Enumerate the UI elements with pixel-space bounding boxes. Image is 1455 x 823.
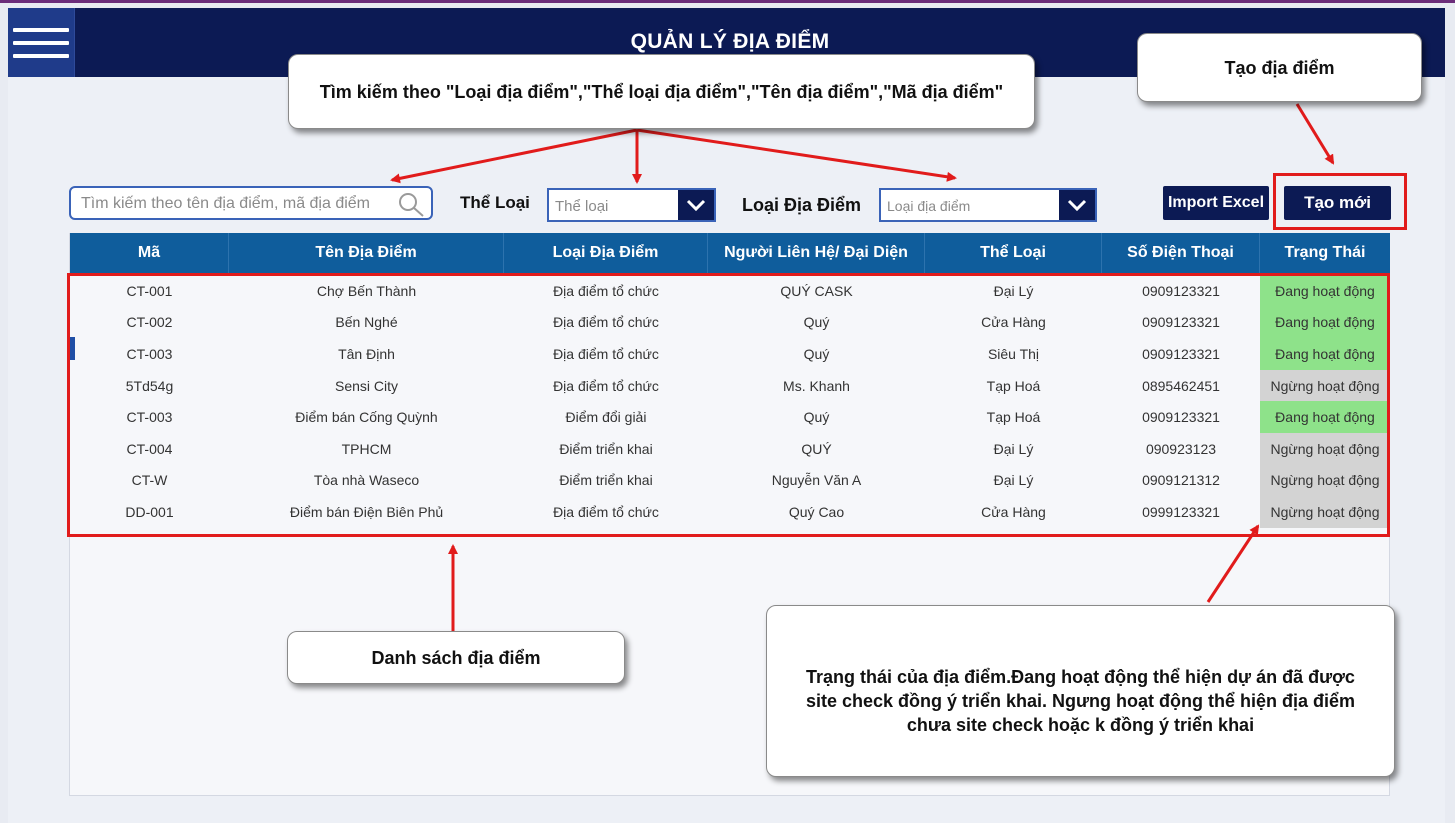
cell-the-loai: Tạp Hoá (986, 409, 1041, 426)
hamburger-icon (13, 41, 69, 45)
cell-loai-dia-diem: Địa điểm tổ chức (553, 345, 659, 362)
cell-ten-dia-diem: Tòa nhà Waseco (313, 472, 420, 489)
status-badge: Ngừng hoạt động (1260, 465, 1390, 497)
cell-the-loai: Cửa Hàng (981, 314, 1046, 331)
cell-ten-dia-diem: Điểm bán Điện Biên Phủ (289, 503, 444, 520)
loai-dia-diem-selected-value: Loại địa điểm (887, 198, 971, 214)
status-badge: Đang hoạt động (1260, 307, 1390, 339)
search-box[interactable] (69, 186, 433, 220)
cell-so-dien-thoai: 0909123321 (1142, 282, 1220, 299)
cell-nguoi-lien-he: Quý Cao (788, 503, 845, 520)
hamburger-icon (13, 28, 69, 32)
cell-loai-dia-diem: Điểm đổi giải (565, 409, 647, 426)
cell-so-dien-thoai: 0909123321 (1142, 409, 1220, 426)
cell-nguoi-lien-he: Ms. Khanh (783, 377, 850, 394)
cell-nguoi-lien-he: Quý (803, 314, 830, 331)
cell-nguoi-lien-he: Quý (803, 345, 830, 362)
cell-ten-dia-diem: TPHCM (341, 440, 392, 457)
hamburger-menu-button[interactable] (8, 8, 75, 77)
chevron-down-icon[interactable] (678, 190, 714, 220)
create-annotation-callout: Tạo địa điểm (1137, 33, 1422, 102)
cell-so-dien-thoai: 0999123321 (1142, 503, 1220, 520)
cell-ma: CT-003 (126, 409, 173, 426)
status-badge: Đang hoạt động (1260, 338, 1390, 370)
cell-nguoi-lien-he: QUÝ CASK (780, 282, 853, 299)
cell-so-dien-thoai: 0895462451 (1142, 377, 1220, 394)
status-badge: Đang hoạt động (1260, 275, 1390, 307)
column-header-the-loai[interactable]: Thể Loại (925, 233, 1102, 273)
cell-the-loai: Đại Lý (993, 472, 1034, 489)
cell-nguoi-lien-he: Quý (803, 409, 830, 426)
cell-ten-dia-diem: Điểm bán Cống Quỳnh (295, 409, 438, 426)
the-loai-dropdown[interactable] (547, 188, 716, 222)
status-badge: Ngừng hoạt động (1260, 370, 1390, 402)
window-top-strip (0, 0, 1455, 3)
cell-so-dien-thoai: 0909121312 (1142, 472, 1220, 489)
cell-ma: CT-002 (126, 314, 173, 331)
cell-the-loai: Đại Lý (993, 440, 1034, 457)
cell-ten-dia-diem: Tân Định (338, 345, 395, 362)
cell-loai-dia-diem: Điểm triển khai (559, 440, 653, 457)
cell-loai-dia-diem: Địa điểm tổ chức (553, 377, 659, 394)
chevron-down-icon[interactable] (1059, 190, 1095, 220)
the-loai-selected-value: Thể loại (555, 198, 609, 215)
cell-so-dien-thoai: 0909123321 (1142, 345, 1220, 362)
cell-the-loai: Tạp Hoá (986, 377, 1041, 394)
status-badge: Ngừng hoạt động (1260, 496, 1390, 528)
column-header-ma[interactable]: Mã (70, 233, 229, 273)
cell-so-dien-thoai: 090923123 (1145, 440, 1217, 457)
table-header (70, 233, 1390, 273)
cell-nguoi-lien-he: Nguyễn Văn A (771, 472, 862, 489)
column-header-so-dien-thoai[interactable]: Số Điện Thoại (1102, 233, 1260, 273)
cell-nguoi-lien-he: QUÝ (801, 440, 832, 457)
column-header-ten-dia-diem[interactable]: Tên Địa Điểm (229, 233, 504, 273)
cell-the-loai: Siêu Thị (987, 345, 1040, 362)
cell-ten-dia-diem: Sensi City (334, 377, 399, 394)
the-loai-label: Thể Loại (460, 193, 530, 212)
column-header-nguoi-lien-he[interactable]: Người Liên Hệ/ Đại Diện (708, 233, 925, 273)
search-icon[interactable] (397, 191, 425, 217)
loai-dia-diem-label: Loại Địa Điểm (742, 195, 862, 215)
hamburger-icon (13, 54, 69, 58)
status-badge: Đang hoạt động (1260, 401, 1390, 433)
cell-the-loai: Cửa Hàng (981, 503, 1046, 520)
list-annotation-callout: Danh sách địa điểm (287, 631, 625, 684)
search-annotation-callout: Tìm kiếm theo "Loại địa điểm","Thể loại địa điểm","Tên địa điểm","Mã địa điểm" (288, 54, 1035, 129)
cell-ma: CT-W (131, 472, 168, 489)
create-new-button[interactable]: Tạo mới (1284, 186, 1391, 220)
cell-ma: DD-001 (125, 503, 174, 520)
cell-loai-dia-diem: Điểm triển khai (559, 472, 653, 489)
page-title: QUẢN LÝ ĐỊA ĐIỂM (630, 30, 830, 53)
cell-the-loai: Đại Lý (993, 282, 1034, 299)
cell-ma: CT-004 (126, 440, 173, 457)
cell-loai-dia-diem: Địa điểm tổ chức (553, 282, 659, 299)
status-annotation-callout: Trạng thái của địa điểm.Đang hoạt động thể hiện dự án đã được site check đồng ý triển khai. Ngưng hoạt động thể hiện địa điểm chưa site check hoặc k đồng ý triển khai (766, 605, 1395, 777)
cell-ma: 5Td54g (125, 377, 174, 394)
search-input[interactable] (81, 193, 391, 215)
column-header-loai-dia-diem[interactable]: Loại Địa Điểm (504, 233, 708, 273)
column-header-trang-thai[interactable]: Trạng Thái (1284, 244, 1366, 261)
cell-ten-dia-diem: Chợ Bến Thành (316, 282, 417, 299)
cell-ten-dia-diem: Bến Nghé (335, 314, 398, 331)
import-excel-button[interactable]: Import Excel (1163, 186, 1269, 220)
cell-loai-dia-diem: Địa điểm tổ chức (553, 503, 659, 520)
status-badge: Ngừng hoạt động (1260, 433, 1390, 465)
cell-loai-dia-diem: Địa điểm tổ chức (553, 314, 659, 331)
cell-ma: CT-003 (126, 345, 173, 362)
create-button-highlight-box (1273, 173, 1407, 230)
cell-ma: CT-001 (126, 282, 173, 299)
loai-dia-diem-dropdown[interactable] (879, 188, 1097, 222)
table-highlight-box (67, 273, 1390, 537)
cell-so-dien-thoai: 0909123321 (1142, 314, 1220, 331)
